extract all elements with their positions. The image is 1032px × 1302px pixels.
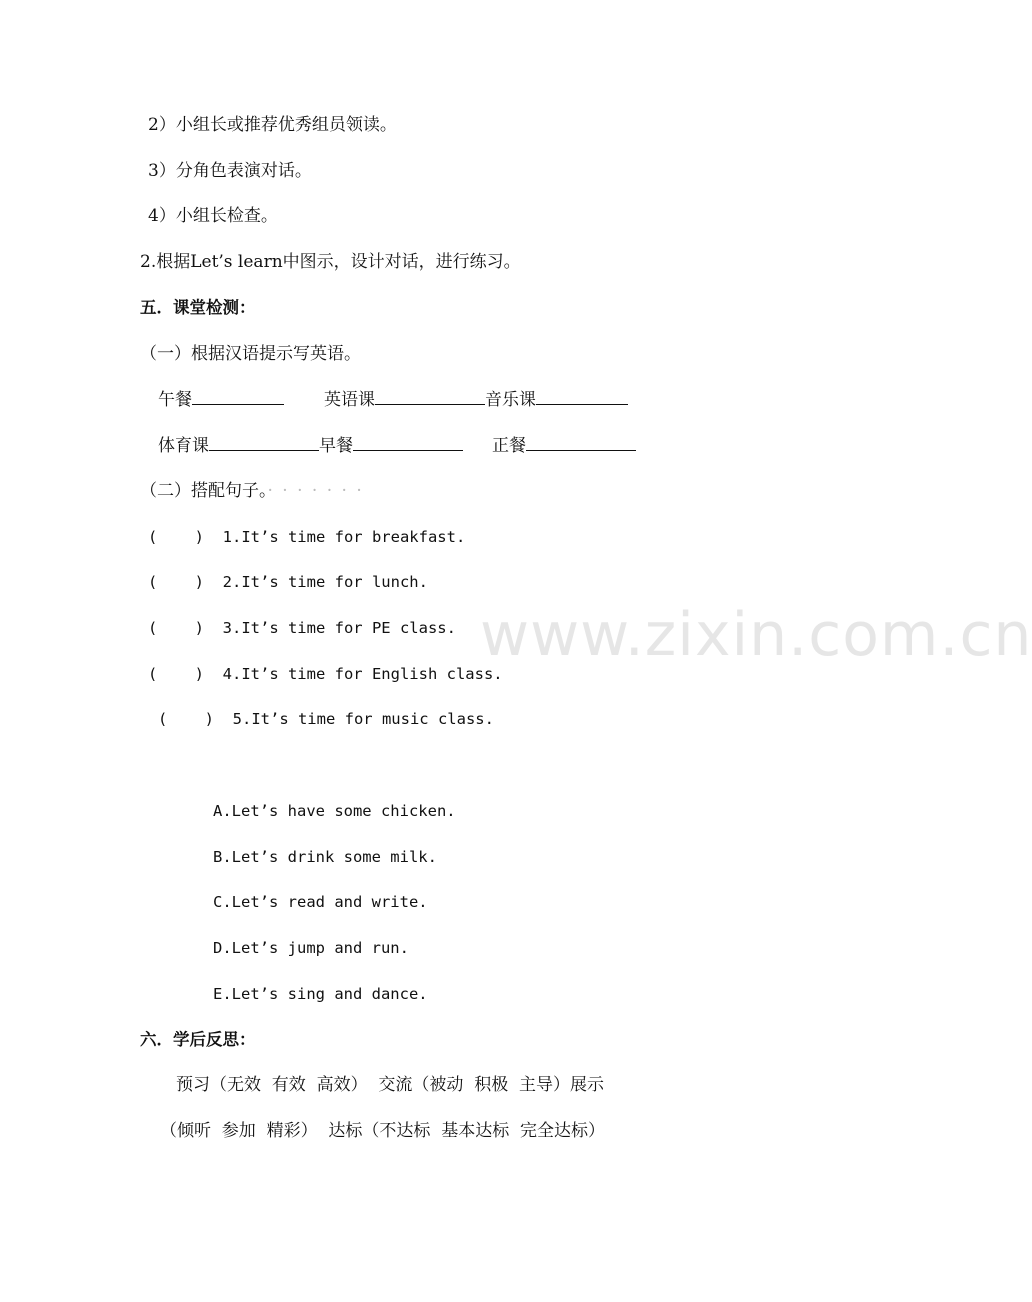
answer-a: A.Let’s have some chicken. bbox=[213, 802, 456, 820]
step-2: 2）小组长或推荐优秀组员领读。 bbox=[148, 115, 397, 135]
step-3: 3）分角色表演对话。 bbox=[148, 161, 312, 181]
answer-blank[interactable] bbox=[375, 388, 485, 405]
vocab-row-2b bbox=[492, 434, 636, 457]
part-1-title: （一）根据汉语提示写英语。 bbox=[140, 344, 361, 364]
section-5-title: 五．课堂检测： bbox=[140, 298, 256, 317]
question-2: ( ) 2.It’s time for lunch. bbox=[148, 573, 428, 591]
part-2-title: （二）搭配句子。· · · · · · · bbox=[140, 481, 364, 501]
vocab-row-2 bbox=[158, 434, 463, 457]
vocab-english: 英语课 bbox=[324, 390, 375, 410]
reflection-line-2: （倾听 参加 精彩） 达标（不达标 基本达标 完全达标） bbox=[160, 1121, 606, 1141]
answer-blank[interactable] bbox=[209, 434, 319, 451]
vocab-music: 音乐课 bbox=[485, 390, 536, 410]
vocab-row-1 bbox=[158, 388, 284, 411]
vocab-lunch: 午餐 bbox=[158, 390, 192, 410]
step-4: 4）小组长检查。 bbox=[148, 206, 278, 226]
question-5: ( ) 5.It’s time for music class. bbox=[158, 710, 494, 728]
vocab-pe: 体育课 bbox=[158, 436, 209, 456]
emphasis-dots: · · · · · · · bbox=[267, 481, 364, 501]
task-2: 2.根据Let’s learn中图示，设计对话，进行练习。 bbox=[140, 252, 521, 272]
question-4: ( ) 4.It’s time for English class. bbox=[148, 665, 503, 683]
section-6-title: 六．学后反思： bbox=[140, 1030, 256, 1049]
question-3: ( ) 3.It’s time for PE class. bbox=[148, 619, 456, 637]
reflection-line-1: 预习（无效 有效 高效） 交流（被动 积极 主导）展示 bbox=[176, 1075, 605, 1095]
answer-blank[interactable] bbox=[526, 434, 636, 451]
answer-e: E.Let’s sing and dance. bbox=[213, 985, 428, 1003]
vocab-row-1b bbox=[324, 388, 628, 411]
vocab-dinner: 正餐 bbox=[492, 436, 526, 456]
answer-b: B.Let’s drink some milk. bbox=[213, 848, 437, 866]
answer-blank[interactable] bbox=[536, 388, 628, 405]
answer-c: C.Let’s read and write. bbox=[213, 893, 428, 911]
answer-blank[interactable] bbox=[192, 388, 284, 405]
vocab-breakfast: 早餐 bbox=[319, 436, 353, 456]
watermark: www.zixin.com.cn bbox=[480, 600, 1032, 670]
answer-blank[interactable] bbox=[353, 434, 463, 451]
answer-d: D.Let’s jump and run. bbox=[213, 939, 409, 957]
question-1: ( ) 1.It’s time for breakfast. bbox=[148, 528, 466, 546]
